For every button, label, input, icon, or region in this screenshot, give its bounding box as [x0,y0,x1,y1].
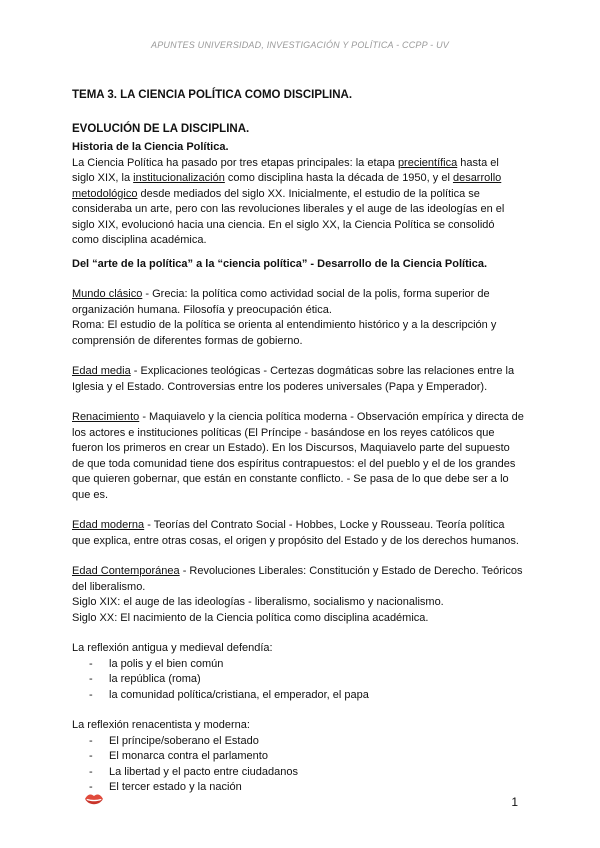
list-item: - El monarca contra el parlamento [72,749,524,765]
period-edad-media [72,364,524,395]
list-item: - la comunidad política/cristiana, el emperador, el papa [72,688,524,704]
period-label-clasico: Mundo clásico [72,288,143,300]
period-text-contemporanea: - Revoluciones Liberales: Constitución y Estado de Derecho. Teóricos del liberalismo. [72,565,523,593]
period-roma: Roma: El estudio de la política se orienta al entendimiento histórico y a la descripción y comprensión de diferentes formas de gobierno. [72,319,497,347]
period-edad-moderna [72,518,524,549]
history-text-1: La Ciencia Política ha pasado por tres etapas principales: la etapa [72,156,398,169]
term-institucionalizacion: institucionalización [133,172,225,184]
development-heading: Del “arte de la política” a la “ciencia política” - Desarrollo de la Ciencia Política. [72,257,488,270]
section-title: EVOLUCIÓN DE LA DISCIPLINA. [72,122,250,135]
term-desarrollo-metodologico: desarrollo metodológico [72,172,502,200]
period-mundo-clasico [72,287,524,318]
period-text-renacimiento: - Maquiavelo y la ciencia política moderna - Observación empírica y directa de los actores e instituciones políticas (El Príncipe - basándose en los reyes católicos que fueron los primeros en crear un Estado). En los Discursos, Maquiavelo parte del supuesto de que toda comunidad tiene dos espíritus contrapuestos: el del pueblo y el de los grandes que quieren gobernar, que están en constante conflicto. - Se pasa de lo que debe ser a lo que es. [72,411,524,501]
period-text-media: - Explicaciones teológicas - Certezas dogmáticas sobre las relaciones entre la Iglesia y el Estado. Controversias entre los poderes universales (Papa y Emperador). [72,365,515,393]
period-label-media: Edad media [72,365,131,377]
list-item: - El tercer estado y la nación [72,780,524,796]
period-text-clasico: - Grecia: la política como actividad social de la polis, forma superior de organización humana. Filosofía y preocupación ética. [72,288,490,316]
list-item: - la república (roma) [72,672,524,688]
period-label-renacimiento: Renacimiento [72,411,140,423]
list-item: - El príncipe/soberano el Estado [72,734,524,750]
siglo-xx-line: Siglo XX: El nacimiento de la Ciencia política como disciplina académica. [72,611,429,624]
period-label-moderna: Edad moderna [72,519,145,531]
term-precientifica: precientífica [397,156,458,169]
siglo-xix-line: Siglo XIX: el auge de las ideologías - liberalismo, socialismo y nacionalismo. [72,596,444,608]
page-header: APUNTES UNIVERSIDAD, INVESTIGACIÓN Y POLÍTICA - CCPP - UV [151,40,449,50]
history-paragraph [72,156,524,249]
renacentista-list [72,734,524,796]
history-text-2: hasta el siglo XIX, la [72,156,499,184]
period-text-moderna: - Teorías del Contrato Social - Hobbes, Locke y Rousseau. Teoría política que explica, entre otras cosas, el origen y propósito del Estado y de los derechos humanos. [72,519,519,547]
period-label-contemporanea: Edad Contemporánea [72,565,180,577]
period-renacimiento [72,410,524,503]
antigua-list [72,657,524,704]
period-edad-contemporanea [72,564,524,595]
document-body [72,88,524,796]
renacentista-intro: La reflexión renacentista y moderna: [72,719,250,731]
page-number: 1 [511,795,518,809]
list-item: - La libertad y el pacto entre ciudadanos [72,765,524,781]
lips-logo-icon [84,791,104,807]
list-item: - la polis y el bien común [72,657,524,673]
history-text-4: desde mediados del siglo XX. Inicialmente, el estudio de la política se consideraba un arte, pero con las revoluciones liberales y el auge de las ideologías en el siglo XIX, evolucionó hacia una ciencia. En el siglo XX, la Ciencia Política se consolidó como disciplina académica. [72,187,505,246]
history-heading: Historia de la Ciencia Política. [72,141,229,153]
antigua-intro: La reflexión antigua y medieval defendía: [72,642,273,654]
page-title: TEMA 3. LA CIENCIA POLÍTICA COMO DISCIPLINA. [72,89,353,101]
history-text-3: como disciplina hasta la década de 1950, y el [224,172,453,184]
